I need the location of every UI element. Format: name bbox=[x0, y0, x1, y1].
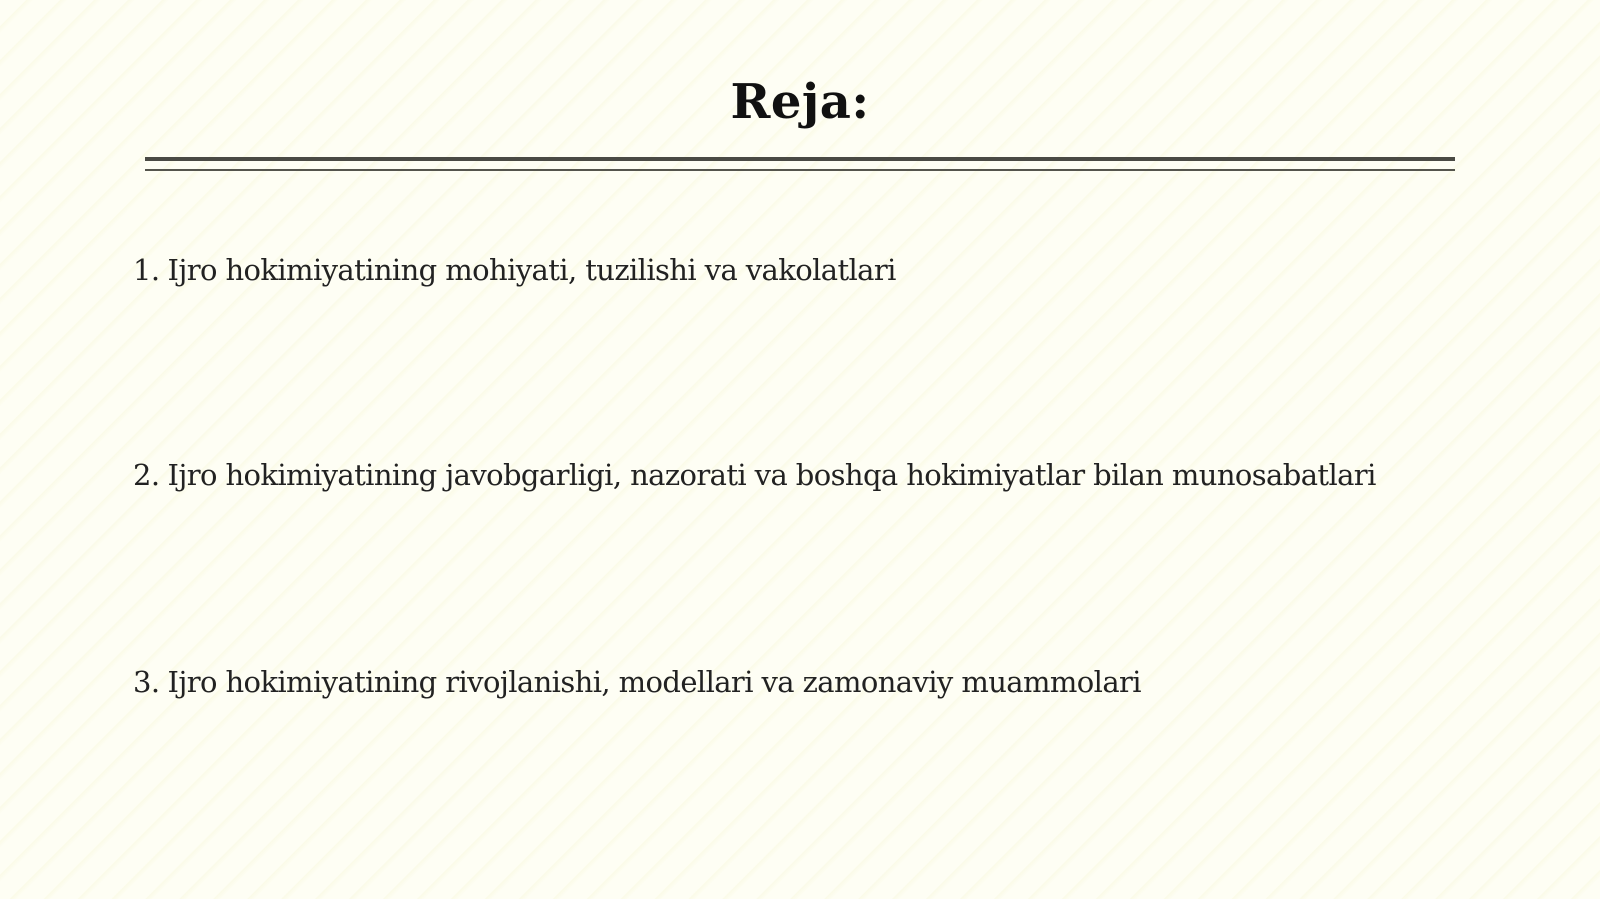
slide-title: Reja: bbox=[730, 74, 870, 131]
plan-item-number: 1. bbox=[133, 253, 160, 287]
title-divider-thin bbox=[145, 169, 1455, 171]
plan-item bbox=[133, 252, 896, 288]
plan-item-text: Ijro hokimiyatining rivojlanishi, modellari va zamonaviy muammolari bbox=[167, 665, 1141, 699]
title-divider-thick bbox=[145, 157, 1455, 161]
plan-item-number: 2. bbox=[133, 458, 160, 492]
plan-item-text: Ijro hokimiyatining javobgarligi, nazorati va boshqa hokimiyatlar bilan munosabatlari bbox=[167, 458, 1376, 492]
plan-item bbox=[133, 457, 1376, 493]
plan-item bbox=[133, 664, 1141, 700]
plan-item-number: 3. bbox=[133, 665, 160, 699]
plan-item-text: Ijro hokimiyatining mohiyati, tuzilishi va vakolatlari bbox=[167, 253, 896, 287]
